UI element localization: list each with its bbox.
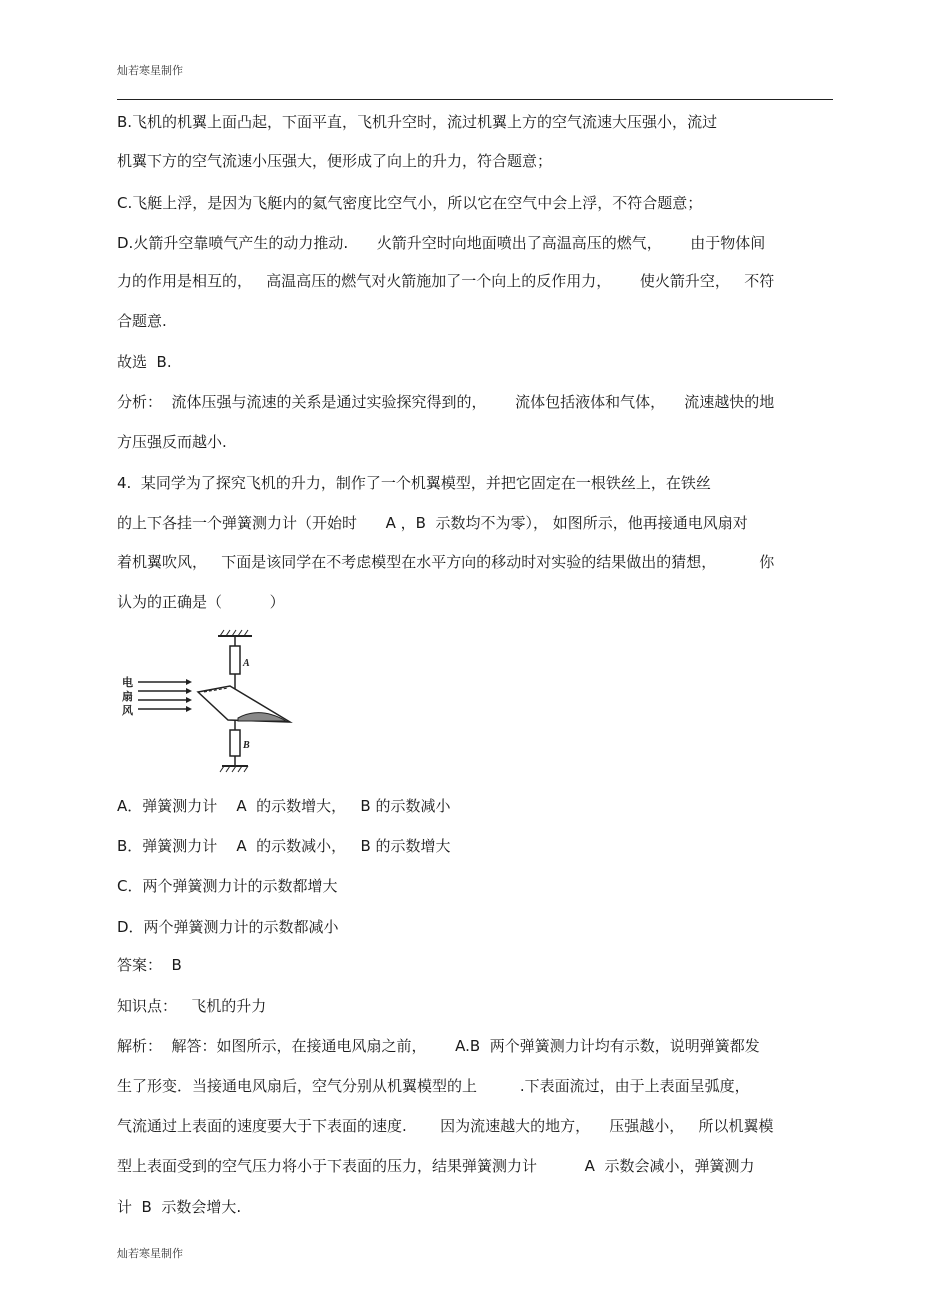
text-line: 的上下各挂一个弹簧测力计（开始时 A ，B 示数均不为零）， 如图所示，他再接通电风扇对 (117, 514, 748, 532)
text-line: 机翼下方的空气流速小压强大，便形成了向上的升力，符合题意； (117, 152, 553, 170)
wing-experiment-figure (120, 626, 305, 776)
fan-label-3: 风 (122, 704, 133, 717)
text-line: 解析： 解答：如图所示，在接通电风扇之前， A.B 两个弹簧测力计均有示数，说明弹簧都发 (117, 1037, 760, 1055)
fan-label-1: 电 (122, 676, 133, 689)
option-a: A．弹簧测力计 A 的示数增大， B 的示数减小 (117, 797, 451, 815)
answer-line: 答案： B (117, 956, 182, 974)
text-line: 力的作用是相互的， 高温高压的燃气对火箭施加了一个向上的反作用力， 使火箭升空， 不符 (117, 272, 775, 290)
text-line: B.飞机的机翼上面凸起，下面平直，飞机升空时，流过机翼上方的空气流速大压强小，流过 (117, 113, 718, 131)
spring-gauge-b (230, 724, 250, 766)
wind-arrows-icon (138, 679, 192, 712)
knowledge-point: 知识点： 飞机的升力 (117, 997, 267, 1015)
gauge-b-label: B (243, 740, 250, 751)
text-line: 认为的正确是（ ） (117, 593, 285, 611)
header-rule (117, 99, 833, 100)
option-b: B．弹簧测力计 A 的示数减小， B 的示数增大 (117, 837, 451, 855)
text-line: 生了形变．当接通电风扇后，空气分别从机翼模型的上 .下表面流过，由于上表面呈弧度， (117, 1077, 750, 1095)
top-support-icon (218, 630, 252, 636)
text-line: 故选 B. (117, 353, 172, 371)
text-line: 气流通过上表面的速度要大于下表面的速度. 因为流速越大的地方， 压强越小， 所以机翼模 (117, 1117, 774, 1135)
wing-model (198, 686, 290, 722)
page-header: 灿若寒星制作 (117, 64, 183, 77)
text-line: 计 B 示数会增大. (117, 1198, 242, 1216)
spring-gauge-a (230, 636, 250, 684)
text-line: 着机翼吹风， 下面是该同学在不考虑模型在水平方向的移动时对实验的结果做出的猜想， 你 (117, 553, 775, 571)
text-line: 分析： 流体压强与流速的关系是通过实验探究得到的， 流体包括液体和气体， 流速越快的地 (117, 393, 775, 411)
bottom-support-icon (220, 766, 248, 772)
text-line: 型上表面受到的空气压力将小于下表面的压力，结果弹簧测力计 A 示数会减小，弹簧测力 (117, 1157, 755, 1175)
text-line: 方压强反而越小. (117, 433, 227, 451)
page-footer: 灿若寒星制作 (117, 1247, 183, 1260)
option-d: D．两个弹簧测力计的示数都减小 (117, 918, 339, 936)
text-line: C.飞艇上浮，是因为飞艇内的氦气密度比空气小，所以它在空气中会上浮，不符合题意； (117, 194, 703, 212)
text-line: D.火箭升空靠喷气产生的动力推动. 火箭升空时向地面喷出了高温高压的燃气， 由于物体间 (117, 234, 766, 252)
fan-label-2: 扇 (122, 690, 133, 703)
text-line: 合题意. (117, 312, 167, 330)
gauge-a-label: A (243, 658, 250, 669)
question-4: 4. 某同学为了探究飞机的升力，制作了一个机翼模型，并把它固定在一根铁丝上，在铁丝 (117, 474, 711, 492)
option-c: C．两个弹簧测力计的示数都增大 (117, 877, 338, 895)
